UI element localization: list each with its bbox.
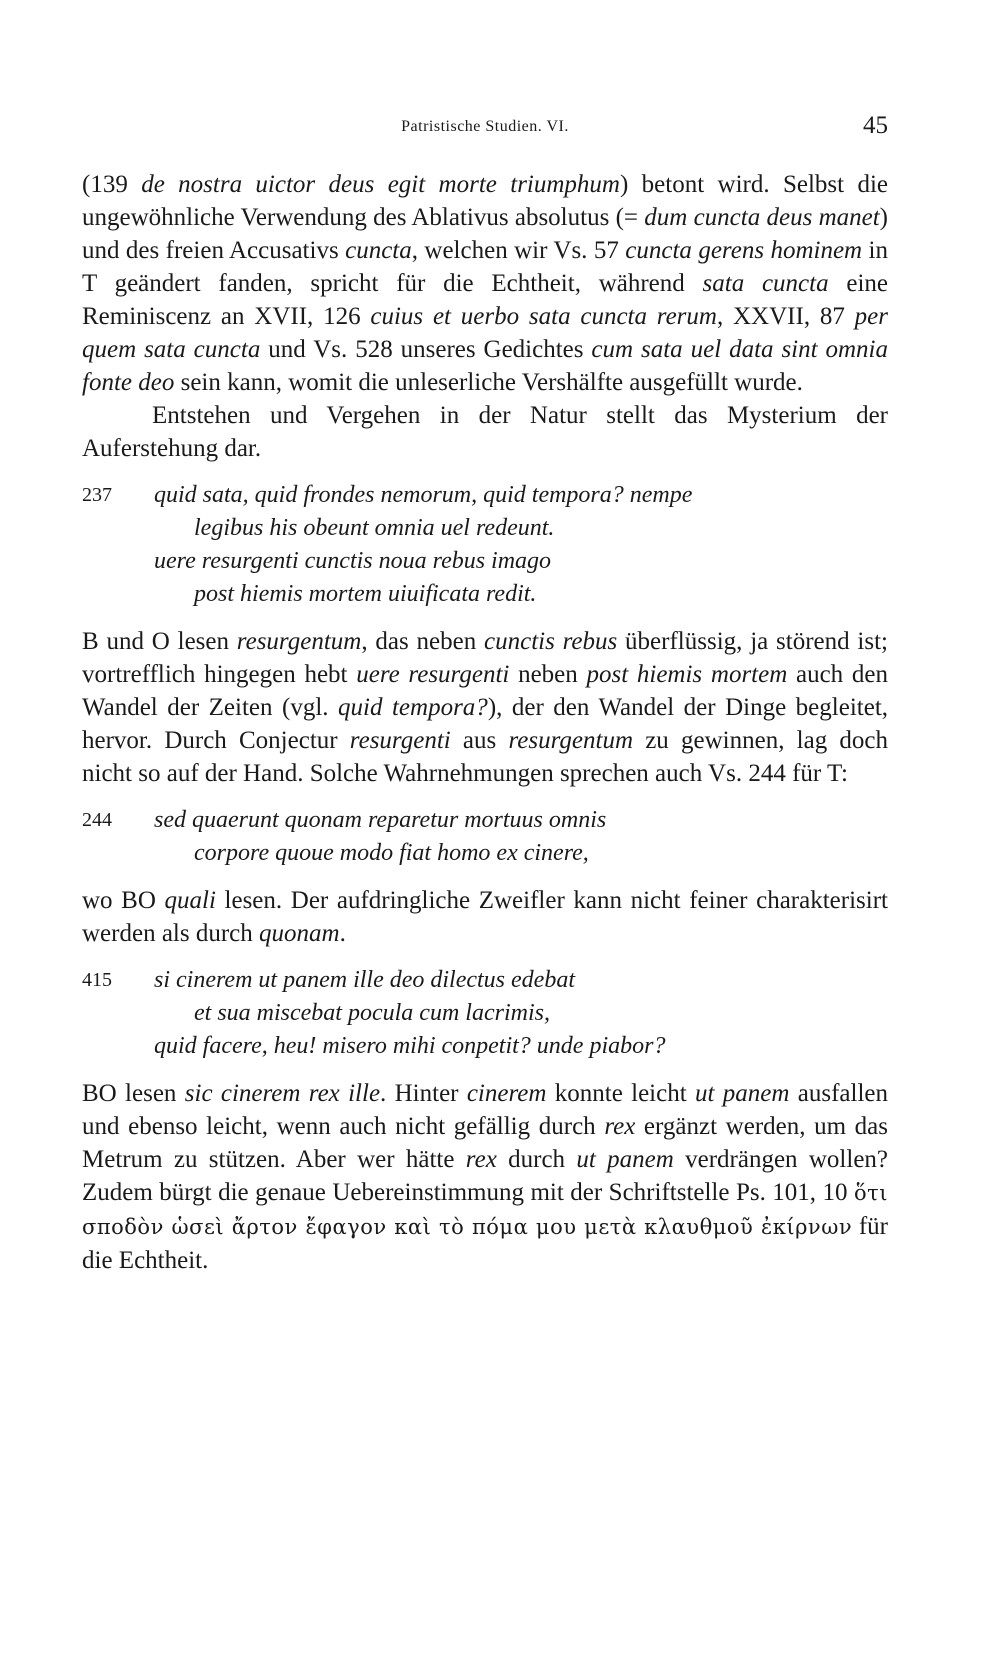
latin-quote: dum cuncta deus manet [644,204,880,231]
verse-line: quid facere, heu! misero mihi conpetit? unde piabor? [154,1033,666,1059]
paragraph-5 [82,1077,888,1277]
text-run: , welchen wir Vs. 57 [411,237,626,264]
text-run: B und O lesen [82,628,237,655]
text-run: zu gewinnen, lag doch nicht so auf der Hand. Solche Wahrnehmungen sprechen auch Vs. 244 für T: [82,727,888,787]
latin-quote: per quem sata cuncta [82,303,888,363]
text-run: , XXVII, 87 [716,303,855,330]
text-run: sein kann, womit die unleserliche Vershälfte ausgefüllt wurde. [174,369,803,396]
paragraph-2: Entstehen und Vergehen in der Natur stellt das Mysterium der Auferstehung dar. [82,402,888,462]
paragraph-4 [82,884,888,950]
paragraph-1 [82,168,888,399]
text-run: und Vs. 528 unseres Gedichtes [260,336,592,363]
latin-quote: ut panem [694,1080,790,1107]
running-head [82,112,888,142]
latin-quote: rex [465,1146,497,1173]
latin-quote: uere resurgenti [356,661,510,688]
latin-quote: cum sata uel data sint omnia fonte deo [82,336,888,396]
text-run: ergänzt werden, um das Metrum zu stützen. Aber wer hätte [82,1113,889,1173]
verse-block-244 [82,804,888,870]
running-title: Patristische Studien. VI. [401,118,569,135]
latin-quote: cuncta [345,237,412,264]
verse-line: post hiemis mortem uiuificata redit. [194,581,537,607]
text-run: verdrängen wollen? Zudem bürgt die genaue Uebereinstimmung mit der Schriftstelle Ps. 101, 10 [82,1146,889,1206]
body-text [82,168,888,1277]
latin-quote: resurgentum [236,628,362,655]
verse-block-415 [82,964,888,1063]
latin-quote: resurgentum [508,727,633,754]
verse-line: sed quaerunt quonam reparetur mortuus omnis [154,807,607,833]
verse-line: corpore quoue modo fiat homo ex cinere, [194,840,589,866]
latin-quote: quid tempora? [338,694,488,721]
text-run: in T geändert fanden, spricht für die Echtheit, während [82,237,888,297]
text-run: neben [509,661,587,688]
text-run: durch [496,1146,577,1173]
text-run: aus [450,727,509,754]
text-run: für die Echtheit. [82,1213,889,1274]
latin-quote: post hiemis mortem [586,661,788,688]
latin-quote: ut panem [576,1146,674,1173]
latin-quote: resurgenti [349,727,451,754]
text-run: eine Reminiscenz an XVII, 126 [82,270,888,330]
text-run: auch den Wandel der Zeiten (vgl. [82,661,888,721]
verse-line: et sua miscebat pocula cum lacrimis, [194,1000,550,1026]
latin-quote: cuncta gerens hominem [625,237,863,264]
text-run: ), der den Wandel der Dinge begleitet, hervor. Durch Conjectur [82,694,889,754]
latin-quote: quonam [259,920,340,947]
verse-line: uere resurgenti cunctis noua rebus imago [154,548,552,574]
latin-quote: de nostra uictor deus egit morte triumphum [141,171,620,198]
verse-line: quid sata, quid frondes nemorum, quid tempora? nempe [154,482,693,508]
verse-number: 415 [82,969,112,991]
latin-quote: sic cinerem rex ille [184,1080,381,1107]
text-run: BO lesen [82,1080,185,1107]
text-run: , das neben [361,628,484,655]
verse-block-237 [82,479,888,611]
text-run: ausfallen und ebenso leicht, wenn auch nicht gefällig durch [82,1080,888,1140]
greek-quote: ὅτι σποδὸν ὡσεὶ ἄρτον ἔφαγον καὶ τὸ πόμα μου μετὰ κλαυθμοῦ ἐκίρνων [82,1181,888,1239]
verse-number: 237 [82,484,112,506]
text-run: konnte leicht [546,1080,695,1107]
latin-quote: quali [164,887,216,914]
verse-line: si cinerem ut panem ille deo dilectus edebat [154,967,575,993]
latin-quote: cuius et uerbo sata cuncta rerum [370,303,717,330]
text-run: . [339,920,346,947]
text-run: ) betont wird. Selbst die ungewöhnliche Verwendung des Ablativus absolutus (= [82,171,888,231]
text-run: lesen. Der aufdringliche Zweifler kann nicht feiner charakterisirt werden als durch [82,887,888,947]
verse-line: legibus his obeunt omnia uel redeunt. [194,515,555,541]
text-run: überflüssig, ja störend ist; vortrefflich hingegen hebt [82,628,888,688]
page-number: 45 [863,112,888,139]
latin-quote: sata cuncta [702,270,829,297]
latin-quote: cunctis rebus [484,628,618,655]
text-run: . Hinter [380,1080,467,1107]
paragraph-3 [82,625,888,790]
text-run: ) und des freien Accusativs [82,204,888,264]
text-run: wo BO [82,887,165,914]
latin-quote: cinerem [466,1080,547,1107]
text-run: (139 [82,171,142,198]
latin-quote: rex [604,1113,636,1140]
verse-number: 244 [82,809,112,831]
